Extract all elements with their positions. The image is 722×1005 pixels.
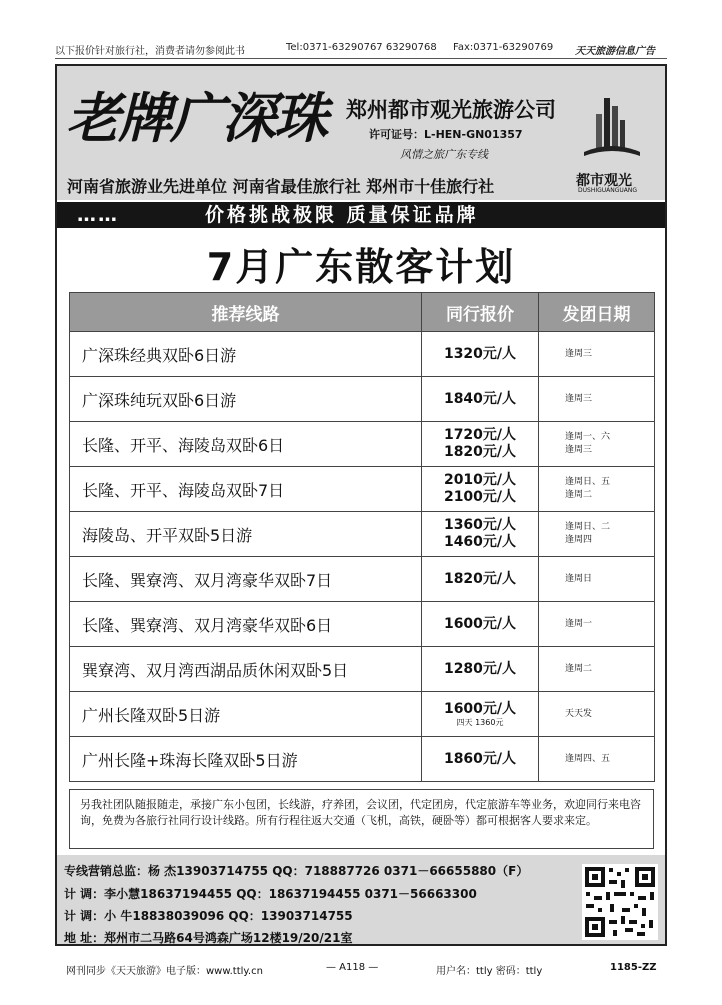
header-price: 同行报价 xyxy=(422,293,539,332)
additional-services-note: 另我社团队随报随走，承接广东小包团，长线游，疗养团，会议团，代定团房，代定旅游车等业务，欢迎同行来电咨询，免费为各旅行社同行设计线路。所有行程往返大交通（飞机，高铁，硬卧等）都可根据客人要求来定。 xyxy=(69,789,654,849)
departure-date-cell xyxy=(539,602,655,647)
qr-code-icon xyxy=(582,864,658,940)
brand-title: 老牌广深珠 xyxy=(66,86,326,150)
route-name: 巽寮湾、双月湾西湖品质休闲双卧5日 xyxy=(70,647,422,692)
departure-date: 逢周二 xyxy=(565,490,593,500)
fax-number: Fax:0371-63290769 xyxy=(453,42,554,53)
route-price: 1820元/人 xyxy=(443,570,517,587)
routes-table xyxy=(69,292,655,782)
header-date: 发团日期 xyxy=(539,293,655,332)
honors-line: 河南省旅游业先进单位 河南省最佳旅行社 郑州市十佳旅行社 xyxy=(67,177,495,196)
route-price-cell xyxy=(422,647,539,692)
route-price-cell xyxy=(422,557,539,602)
slogan: 风情之旅广东专线 xyxy=(400,148,488,161)
contact-line-director: 专线营销总监：杨 杰13903714755 QQ：718887726 0371－66655880（F） xyxy=(64,864,529,878)
departure-date-cell xyxy=(539,377,655,422)
table-row xyxy=(70,377,655,422)
route-price: 1860元/人 xyxy=(443,750,517,767)
route-price-cell xyxy=(422,602,539,647)
table-row xyxy=(70,512,655,557)
route-name: 广州长隆双卧5日游 xyxy=(70,692,422,737)
departure-date: 逢周四 xyxy=(565,535,593,545)
route-price: 1600元/人 xyxy=(443,615,517,632)
route-price: 2100元/人 xyxy=(443,489,517,505)
table-row xyxy=(70,692,655,737)
table-row xyxy=(70,647,655,692)
route-price: 2010元/人 xyxy=(443,472,517,488)
route-name: 长隆、巽寮湾、双月湾豪华双卧7日 xyxy=(70,557,422,602)
departure-date-cell xyxy=(539,647,655,692)
route-price: 1840元/人 xyxy=(443,390,517,407)
route-price-cell xyxy=(422,512,539,557)
tel-number: Tel:0371-63290767 63290768 xyxy=(286,42,437,53)
route-price-cell xyxy=(422,737,539,782)
footer-account: 用户名：ttly 密码：ttly xyxy=(436,966,543,977)
departure-date-cell xyxy=(539,332,655,377)
departure-date-cell xyxy=(539,467,655,512)
top-rule xyxy=(55,58,667,59)
departure-date-cell xyxy=(539,692,655,737)
route-name: 广州长隆+珠海长隆双卧5日游 xyxy=(70,737,422,782)
departure-date: 逢周三 xyxy=(565,445,593,455)
table-row xyxy=(70,557,655,602)
slogan-banner xyxy=(57,202,665,228)
departure-date-cell xyxy=(539,557,655,602)
company-logo-icon xyxy=(582,92,642,162)
departure-date: 逢周日 xyxy=(565,573,593,584)
departure-date: 逢周日、五 xyxy=(565,477,611,487)
departure-date-cell xyxy=(539,422,655,467)
departure-date: 逢周一 xyxy=(565,618,593,629)
route-price: 1320元/人 xyxy=(443,345,517,362)
banner-text: 价格挑战极限 质量保证品牌 xyxy=(205,204,479,226)
table-row xyxy=(70,737,655,782)
route-price-cell xyxy=(422,377,539,422)
contact-line-address: 地 址：郑州市二马路64号鸿森广场12楼19/20/21室 xyxy=(64,931,353,945)
table-header-row xyxy=(70,293,655,332)
contact-line-planner-1: 计 调：李小慧18637194455 QQ：18637194455 0371－56663300 xyxy=(64,887,477,901)
departure-date-cell xyxy=(539,737,655,782)
table-row xyxy=(70,467,655,512)
route-price: 1460元/人 xyxy=(443,534,517,550)
departure-date-cell xyxy=(539,512,655,557)
departure-date: 逢周三 xyxy=(565,393,593,404)
route-name: 长隆、开平、海陵岛双卧7日 xyxy=(70,467,422,512)
company-name: 郑州都市观光旅游公司 xyxy=(346,98,556,122)
license-number: 许可证号：L-HEN-GN01357 xyxy=(369,128,523,141)
route-price: 1820元/人 xyxy=(443,444,517,460)
table-row xyxy=(70,422,655,467)
route-price: 1360元/人 xyxy=(443,517,517,533)
departure-date: 逢周二 xyxy=(565,663,593,674)
table-row xyxy=(70,602,655,647)
route-price-cell xyxy=(422,332,539,377)
route-price: 1720元/人 xyxy=(443,427,517,443)
footer-website: 网刊同步《天天旅游》电子版：www.ttly.cn xyxy=(66,966,263,977)
route-price-cell xyxy=(422,422,539,467)
logo-name: 都市观光 xyxy=(576,173,632,189)
route-price-cell xyxy=(422,467,539,512)
departure-date: 逢周日、二 xyxy=(565,522,611,532)
ad-code: 1185-ZZ xyxy=(610,962,657,973)
route-price: 1600元/人 xyxy=(443,700,517,717)
logo-english: DUSHIGUANGUANG xyxy=(578,187,638,194)
route-price: 1280元/人 xyxy=(443,660,517,677)
banner-dots: …… xyxy=(77,204,119,226)
price-note: 四天 1360元 xyxy=(456,717,504,727)
contact-line-planner-2: 计 调：小 牛18838039096 QQ：13903714755 xyxy=(64,909,353,923)
route-name: 广深珠经典双卧6日游 xyxy=(70,332,422,377)
header-route: 推荐线路 xyxy=(70,293,422,332)
route-name: 海陵岛、开平双卧5日游 xyxy=(70,512,422,557)
route-name: 广深珠纯玩双卧6日游 xyxy=(70,377,422,422)
route-name: 长隆、巽寮湾、双月湾豪华双卧6日 xyxy=(70,602,422,647)
departure-date: 逢周一、六 xyxy=(565,432,611,442)
departure-date: 天天发 xyxy=(565,708,593,719)
agency-notice: 以下报价针对旅行社，消费者请勿参阅此书 xyxy=(55,46,245,57)
departure-date: 逢周四、五 xyxy=(565,753,611,764)
route-name: 长隆、开平、海陵岛双卧6日 xyxy=(70,422,422,467)
publisher-name: 天天旅游信息广告 xyxy=(575,46,655,57)
table-row xyxy=(70,332,655,377)
departure-date: 逢周三 xyxy=(565,348,593,359)
route-price-cell xyxy=(422,692,539,737)
page-number: — A118 — xyxy=(326,962,379,973)
plan-title: 7月广东散客计划 xyxy=(206,245,516,289)
